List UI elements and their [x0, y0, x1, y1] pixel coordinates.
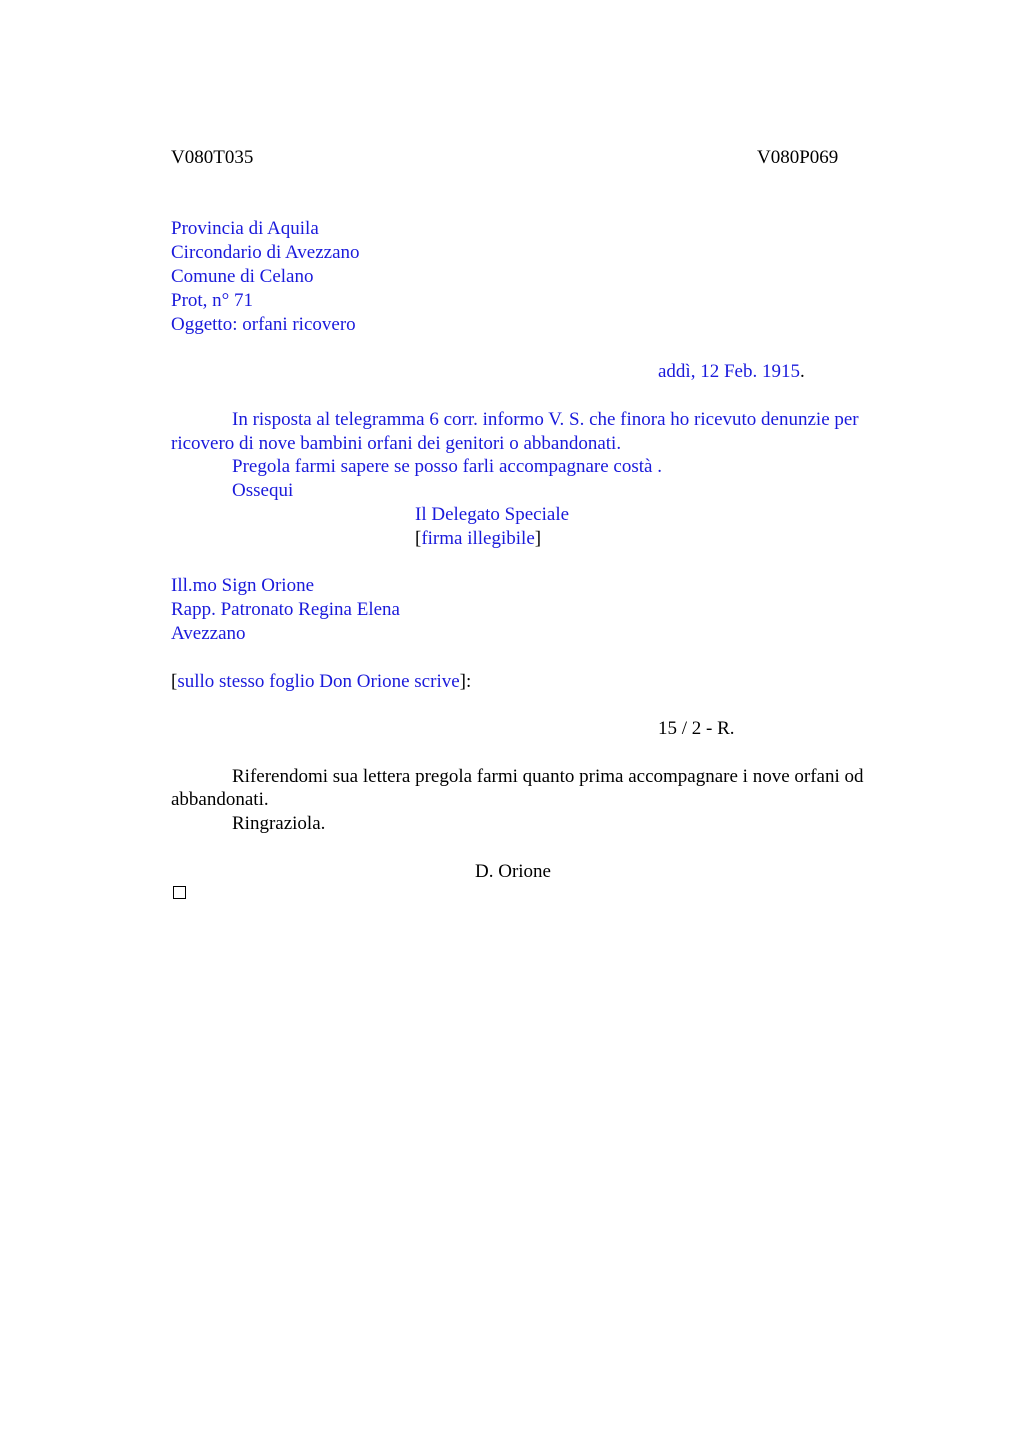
sender-province: Provincia di Aquila	[171, 218, 319, 239]
document-code-right: V080P069	[757, 147, 839, 168]
signature-title: Il Delegato Speciale	[415, 504, 570, 525]
reply-signature: D. Orione	[475, 861, 551, 882]
letter-date	[658, 360, 805, 384]
body-paragraph-1-line-1: In risposta al telegramma 6 corr. informo V. S. che finora ho ricevuto denunzie per	[232, 409, 859, 430]
body-greeting: Ossequi	[232, 480, 294, 501]
square-marker-icon	[173, 886, 186, 899]
document-code-left: V080T035	[171, 147, 254, 168]
sender-protocol: Prot, n° 71	[171, 290, 254, 311]
letter-date-punct: .	[799, 361, 805, 382]
annotation-text: sullo stesso foglio Don Orione scrive	[177, 671, 460, 692]
reply-paragraph-1-line-1: Riferendomi sua lettera pregola farmi quanto prima accompagnare i nove orfani od	[232, 766, 864, 787]
body-paragraph-2: Pregola farmi sapere se posso farli accompagnare costà .	[232, 456, 662, 477]
recipient-place: Avezzano	[171, 623, 246, 644]
signature-bracket-close: ]	[534, 528, 542, 549]
reply-paragraph-1-line-2: abbandonati.	[171, 789, 269, 810]
annotation-bracket-open: [	[171, 671, 178, 692]
reply-thanks: Ringraziola.	[232, 813, 326, 834]
signature-bracket-open: [	[415, 528, 422, 549]
sender-subject: Oggetto: orfani ricovero	[171, 314, 356, 335]
sender-district: Circondario di Avezzano	[171, 242, 360, 263]
letter-date-text: addì, 12 Feb. 1915	[658, 361, 800, 382]
editorial-annotation	[171, 670, 471, 694]
body-paragraph-1-line-2: ricovero di nove bambini orfani dei genitori o abbandonati.	[171, 433, 622, 454]
sender-municipality: Comune di Celano	[171, 266, 314, 287]
signature-note	[415, 527, 541, 551]
signature-note-text: firma illegibile	[421, 528, 535, 549]
reply-date: 15 / 2 - R.	[658, 718, 735, 739]
annotation-bracket-close: ]:	[459, 671, 472, 692]
recipient-name: Ill.mo Sign Orione	[171, 575, 315, 596]
recipient-role: Rapp. Patronato Regina Elena	[171, 599, 400, 620]
